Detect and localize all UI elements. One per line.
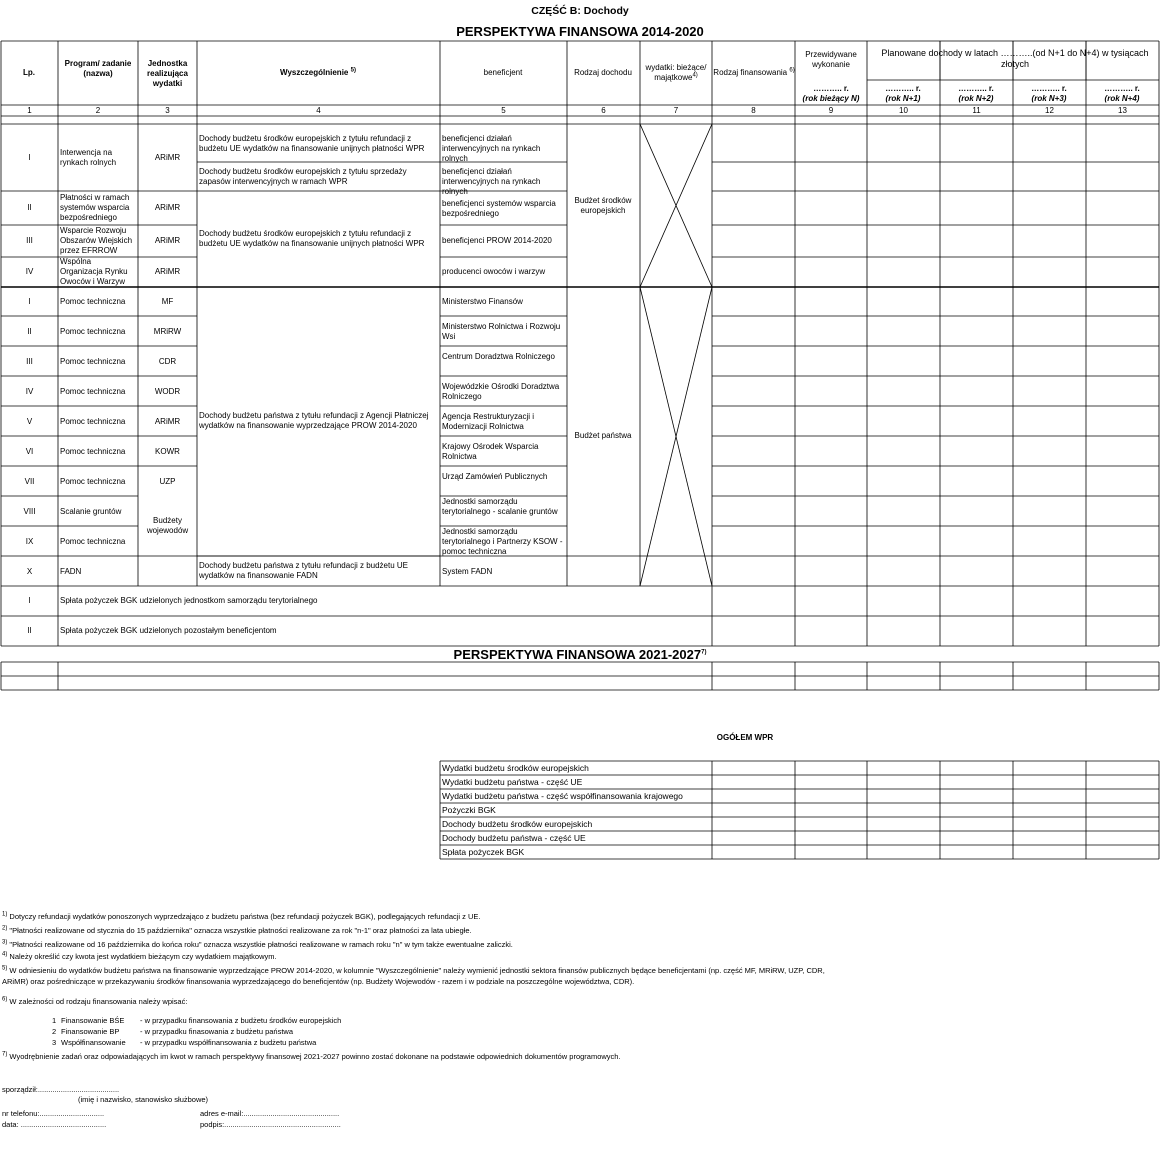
section1-title: PERSPEKTYWA FINANSOWA 2014-2020 [456,24,704,39]
footnote [2,940,1152,949]
row-beneficjent: Wojewódzkie Ośrodki Doradztwa Rolniczego [442,382,560,401]
row-jednostka: WODR [154,387,181,396]
footnote-marker: 3) [2,939,8,946]
row-wyszczegolnienie: Dochody budżetu środków europejskich z tytułu refundacji z budżetu UE wydatków na finansowanie unijnych płatności WPR [199,134,425,153]
summary-row-label: Dochody budżetu państwa - część UE [442,833,586,843]
row-program: Pomoc techniczna [60,537,126,546]
col-rodzaj-dochodu-header: Rodzaj dochodu [574,68,632,77]
email-line: adres e-mail:.............................................. [200,1109,340,1118]
column-number: 5 [501,106,506,115]
col-rodzaj-finansowania-header: Rodzaj finansowania $^{6)}$ [713,67,795,77]
year-label: (rok N+3) [1031,94,1067,103]
year-dots: ……….. r. [813,84,849,93]
row-program: Pomoc techniczna [60,447,126,456]
footnote-marker: 1) [2,911,8,918]
row-program: Pomoc techniczna [60,417,126,426]
row-lp: II [27,327,32,336]
footnote [2,1052,1152,1061]
row-jednostka: MRiRW [153,327,182,336]
row-program: Pomoc techniczna [60,297,126,306]
column-number: 3 [165,106,170,115]
financing-name: Finansowanie BŚE [61,1016,125,1025]
row-program: Pomoc techniczna [60,477,126,486]
col-wyszczegolnienie-header: Wyszczególnienie $^{5)}$ [280,67,356,77]
row-lp: IV [25,387,34,396]
footnote-text: "Płatności realizowane od stycznia do 15 października" oznacza wszystkie płatności realizowane za rok "n-1" oraz płatności za lata ubiegłe. [7,926,472,935]
footnote [2,912,1152,921]
column-number: 8 [751,106,756,115]
footnote [2,997,1152,1006]
financing-name: Finansowanie BP [61,1027,120,1036]
column-number: 6 [601,106,606,115]
summary-row-label: Pożyczki BGK [442,805,496,815]
year-dots: ……….. r. [1031,84,1067,93]
financing-num: 2 [52,1027,57,1036]
column-number: 1 [27,106,32,115]
row-program: Interwencja na rynkach rolnych [60,147,117,167]
column-number: 12 [1045,106,1054,115]
row-jednostka: Budżety wojewodów [146,516,189,535]
column-number: 13 [1118,106,1127,115]
footnote-marker: 4) [2,951,8,958]
row-jednostka: ARiMR [154,267,181,276]
data-line: data: ......................................... [2,1120,107,1129]
footnote-marker: 2) [2,925,8,932]
imie-label: (imię i nazwisko, stanowisko służbowe) [78,1095,209,1104]
row-wyszczegolnienie: Dochody budżetu państwa z tytułu refundacji z budżetu UE wydatków na finansowanie FADN [199,561,409,580]
footnote [2,952,1152,961]
row-beneficjent: Krajowy Ośrodek Wsparcia Rolnictwa [442,442,539,461]
row-program: Pomoc techniczna [60,327,126,336]
column-number: 10 [899,106,908,115]
row-rodzaj-dochodu: Budżet państwa [574,431,632,440]
row-lp: III [26,236,33,245]
row-wyszczegolnienie: Dochody budżetu środków europejskich z tytułu refundacji z budżetu UE wydatków na finansowanie unijnych płatności WPR [199,229,425,248]
summary-title: OGÓŁEM WPR [716,733,774,742]
year-label: (rok N+2) [958,94,994,103]
row-lp: VI [25,447,34,456]
row-program: Pomoc techniczna [60,387,126,396]
footnote-marker: 6) [2,996,8,1003]
row-lp: I [28,596,31,605]
row-lp: IX [25,537,34,546]
summary-row-label: Wydatki budżetu państwa - część współfinansowania krajowego [442,791,683,801]
row-beneficjent: beneficjenci działań interwencyjnych na rynkach rolnych [442,134,541,163]
row-program: Płatności w ramach systemów wsparcia bezpośredniego [60,193,130,222]
row-rodzaj-dochodu: Budżet środków europejskich [574,196,632,215]
row-program: Scalanie gruntów [60,507,122,516]
row-jednostka: ARiMR [154,203,181,212]
row-beneficjent: Ministerstwo Finansów [442,297,523,306]
row-lp: IV [25,267,34,276]
row-lp: V [26,417,33,426]
column-number: 2 [95,106,101,115]
row-program: Wspólna Organizacja Rynku Owoców i Warzyw [60,257,128,286]
row-splata: Spłata pożyczek BGK udzielonych jednostkom samorządu terytorialnego [60,596,318,605]
row-beneficjent: Urząd Zamówień Publicznych [442,472,548,481]
row-program: Wsparcie Rozwoju Obszarów Wiejskich przez EFRROW [60,226,133,255]
row-splata: Spłata pożyczek BGK udzielonych pozostałym beneficjentom [60,626,277,635]
summary-row-label: Wydatki budżetu państwa - część UE [442,777,583,787]
summary-row-label: Dochody budżetu środków europejskich [442,819,593,829]
year-label: (rok bieżący N) [802,94,860,103]
sporzadzil-line: sporządził:....................................... [2,1085,120,1094]
footnote-text: Należy określić czy kwota jest wydatkiem bieżącym czy wydatkiem majątkowym. [7,952,277,961]
column-number: 4 [316,106,321,115]
row-lp: X [26,567,33,576]
row-beneficjent: Ministerstwo Rolnictwa i Rozwoju Wsi [442,322,561,341]
row-beneficjent: Jednostki samorządu terytorialnego i Partnerzy KSOW - pomoc techniczna [442,527,563,556]
row-program: FADN [60,567,82,576]
row-beneficjent: Agencja Restrukturyzacji i Modernizacji Rolnictwa [442,412,535,431]
row-lp: I [28,152,31,162]
row-lp: VII [24,477,35,486]
section2-title: PERSPEKTYWA FINANSOWA 2021-2027$^{7)}$ [453,647,707,662]
row-jednostka: KOWR [155,447,180,456]
col-lp-header: Lp. [23,68,35,77]
part-title: CZĘŚĆ B: Dochody [531,5,629,17]
telefon-line: nr telefonu:............................... [2,1109,105,1118]
column-number: 11 [972,106,981,115]
footnote [2,977,1152,986]
financing-num: 1 [52,1016,57,1025]
footnote-text: ARiMR) oraz pośredniczące w przekazywaniu środków finansowania wyprzedzającego do beneficjentów (np. Budżety Wojewodów - razem i w podziale na poszczególne województwa, CDR). [2,977,635,986]
row-jednostka: CDR [158,357,177,366]
summary-row-label: Spłata pożyczek BGK [442,847,525,857]
row-lp: I [28,297,31,306]
footnote-marker: 5) [2,965,8,972]
row-wyszczegolnienie: Dochody budżetu państwa z tytułu refundacji z Agencji Płatniczej wydatków na finansowanie wyprzedzające PROW 2014-2020 [199,411,429,430]
row-beneficjent: Centrum Doradztwa Rolniczego [442,352,555,361]
financing-desc: - w przypadku finansowania z budżetu środków europejskich [140,1016,342,1025]
row-jednostka: UZP [159,477,176,486]
column-number: 7 [673,106,679,115]
footnote-text: W zależności od rodzaju finansowania należy wpisać: [7,997,188,1006]
row-jednostka: ARiMR [154,236,181,245]
row-beneficjent: beneficjenci działań interwencyjnych na rynkach rolnych [442,167,541,196]
row-lp: II [27,203,32,212]
row-jednostka: ARiMR [154,417,181,426]
row-lp: VIII [23,507,36,516]
row-jednostka: ARiMR [154,152,181,162]
row-wyszczegolnienie: Dochody budżetu środków europejskich z tytułu sprzedaży zapasów interwencyjnych w ramach WPR [199,167,407,186]
col-program-header: Program/ zadanie (nazwa) [64,59,132,78]
row-beneficjent: producenci owoców i warzyw [442,267,546,276]
year-dots: ……….. r. [1104,84,1140,93]
row-lp: III [26,357,33,366]
row-jednostka: MF [161,297,174,306]
row-beneficjent: System FADN [442,567,493,576]
col-beneficjent-header: beneficjent [483,68,523,77]
year-label: (rok N+4) [1104,94,1140,103]
footnote-marker: 7) [2,1051,8,1058]
row-beneficjent: beneficjenci systemów wsparcia bezpośredniego [442,199,556,218]
summary-row-label: Wydatki budżetu środków europejskich [442,763,589,773]
financing-desc: - w przypadku finasowania z budżetu państwa [140,1027,294,1036]
col-wydatki-header: wydatki: bieżące/ majątkowe$^{4)}$ [645,63,707,82]
row-beneficjent: Jednostki samorządu terytorialnego - scalanie gruntów [442,497,558,516]
podpis-line: podpis:........................................................ [200,1120,341,1129]
col-jednostka-header: Jednostka realizująca wydatki [147,59,188,88]
year-label: (rok N+1) [885,94,921,103]
footnote-text: Wyodrębnienie zadań oraz odpowiadających im kwot w ramach perspektywy finansowej 2021-2027 powinno zostać dokonane na podstawie odpowiednich dokumentów programowych. [7,1052,621,1061]
financing-num: 3 [52,1038,57,1047]
financing-name: Współfinansowanie [61,1038,126,1047]
footnote-text: W odniesieniu do wydatków budżetu państwa na finansowanie wyprzedzające PROW 2014-2020, w kolumnie "Wyszczególnienie" należy wymienić jednostki sektora finansów publicznych będące beneficjentami (np. część MF, MRiRW, UZP, CDR, [7,966,825,975]
financing-desc: - w przypadku współfinansowania z budżetu państwa [140,1038,317,1047]
footnote [2,966,1152,975]
row-program: Pomoc techniczna [60,357,126,366]
year-dots: ……….. r. [958,84,994,93]
row-lp: II [27,626,32,635]
column-number: 9 [828,106,834,115]
year-dots: ……….. r. [885,84,921,93]
footnote [2,926,1152,935]
footnote-text: Dotyczy refundacji wydatków ponoszonych wyprzedzająco z budżetu państwa (bez refundacji pożyczek BGK), podlegających refundacji z UE. [7,912,481,921]
col-planowane-header: Planowane dochody w latach ………..(od N+1 do N+4) w tysiącach złotych [881,48,1149,69]
row-beneficjent: beneficjenci PROW 2014-2020 [442,236,552,245]
footnote-text: "Płatności realizowane od 16 października do końca roku" oznacza wszystkie płatności realizowane w ramach roku "n" w tym także ewentualne zaliczki. [7,940,513,949]
col-przewidywane-header: Przewidywane wykonanie [805,50,857,69]
